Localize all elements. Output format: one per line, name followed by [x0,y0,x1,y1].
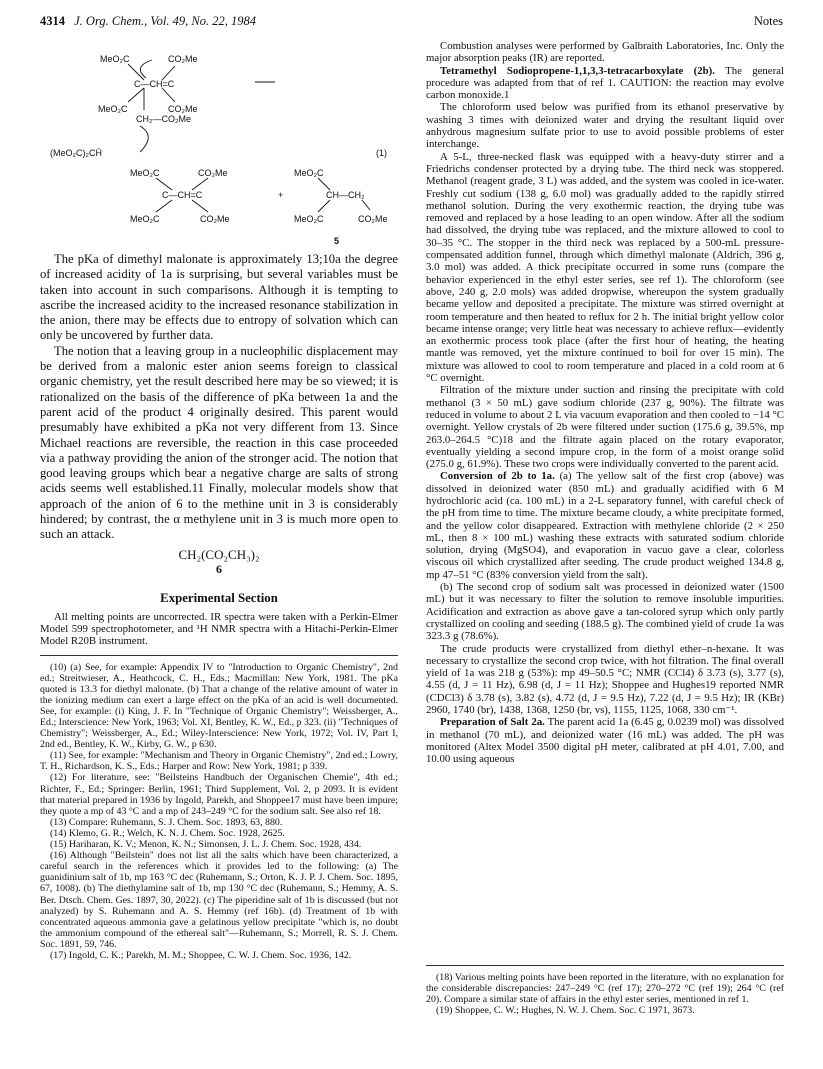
footnote: (18) Various melting points have been reported in the literature, with no explanation for the considerable discrepancies: 247–249 °C (ref 17); 270–272 °C (ref 19); 264 °C (ref 20). Compare a similar state of affairs in the ethyl ester series, mentioned in ref 1. [426,972,784,1006]
footnote: (16) Although "Beilstein" does not list all the salts which have been characterized, a careful search in the references which it provides led to the following: (a) The guanidinium salt of 1b, mp 163 °C dec (Ruhemann, S.; Orton, K. J. P. J. Chem. Soc. 1895, 67, 1008). (b) The diethylamine salt of 1b, mp 130 °C dec (Ruhemann, S.; Hemmy, A. S. Ber. Dtsch. Chem. Ges. 1897, 30, 2022). (c) The piperidine salt of 1b is discussed (but not analyzed) by S. Ruhemann and A. S. Hemmy (ref 16b). (d) Treatment of 1b with concentrated aqueous ammonia gave a gelatinous yellow precipitate "which is, no doubt the ammonium compound of the ethereal salt"—Ruhemann, S.; Morrell, R. S. J. Chem. Soc. 1891, 59, 746. [40,850,398,950]
product1-lower-left: MeO₂C [130,214,160,224]
subsection-heading: Preparation of Salt 2a. [440,716,545,729]
section-heading: Experimental Section [160,590,278,605]
subsection-heading: Tetramethyl Sodiopropene-1,1,3,3-tetracarboxylate (2b). [440,64,715,77]
reaction-scheme [50,40,398,248]
equation-number: (1) [376,148,387,158]
subsection-salt-2a [426,716,784,765]
footnotes-right [426,958,784,1016]
journal-citation: J. Org. Chem., Vol. 49, No. 22, 1984 [74,14,256,28]
scheme-top-left: MeO₂C [100,54,130,64]
product2-lower-left: MeO₂C [294,214,324,224]
footnote: (13) Compare: Ruhemann, S. J. Chem. Soc. 1893, 63, 880. [50,816,283,828]
product1-center: C—CH=C [162,190,203,200]
product2-upper-left: MeO₂C [294,168,324,178]
scheme-drawing [50,40,390,248]
product1-lower-right: CO₂Me [200,214,230,224]
footnotes-left [40,662,398,962]
footnote: (15) Hariharan, K. V.; Menon, K. N.; Simonsen, J. L. J. Chem. Soc. 1928, 434. [50,839,362,851]
footnote-divider [426,965,784,966]
scheme-mid-left: MeO₂C [98,104,128,114]
subsection-conversion [426,470,784,581]
page-header [40,14,783,32]
subsection-2b [426,65,784,102]
product1-upper-right: CO₂Me [198,168,228,178]
section-name: Notes [753,14,783,28]
scheme-malonate-anion: (MeO₂C)₂CH̄ [50,148,102,158]
left-column [40,40,398,961]
scheme-top-right: CO₂Me [168,54,198,64]
body-paragraph: The crude products were crystallized from diethyl ether–n-hexane. It was necessary to crystallize the second crop twice, with hot filtration. The final overall yield of 1a was 218 g (53%): mp 49–50.5 °C; NMR (CCl4) δ 3.73 (s), 3.77 (s), 4.55 (d, J = 11 Hz), 6.98 (d, J = 11 Hz); Shoppee and Hughes19 reported NMR (CDCl3) δ 3.78 (s), 3.82 (s), 4.72 (d, J = 9.5 Hz), 7.22 (d, J = 9.5 Hz); IR (KBr) 2960, 1740 (br), 1438, 1368, 1250 (br, vs), 1155, 1125, 1068, 330 cm⁻¹. [426,642,784,717]
formula-6 [40,547,398,577]
body-paragraph: A 5-L, three-necked flask was equipped with a heavy-duty stirrer and a Friedrichs condenser protected by a drying tube. The third neck was stoppered. Methanol (reagent grade, 3 L) was added, and the system was cooled in ice-water. Freshly cut sodium (138 g, 6.0 mol) was gradually added to the rapidly stirred methanol solution. During the very exothermic reaction, the drying tube was removed and replaced by a hose leading to an open window. After all the sodium had dissolved, the drying tube was replaced, and the mixture allowed to cool to 30–35 °C. The stopper in the third neck was replaced by a 500-mL pressure-compensated addition funnel, through which dimethyl malonate (Aldrich, 396 g, 3.0 mol) was added. A thick precipitate occurred in some runs (compare the behavior experienced in the ethyl ester series, see ref 1). The chloroform (see above, 240 g, 2.0 mols) was added dropwise, whereupon the system gradually became yellow and deposited a precipitate. The mixture was stirred overnight at room temperature and then heated to reflux for 2 h. The initial bright yellow color became intense orange; very little heat was necessary to achieve reflux—evidently an exothermic process took place (after the first hour of heating, the heating mantle was removed, yet the mixture continued to boil for over 15 min). The mixture was allowed to cool to room temperature and placed in a cold room at 6 °C overnight. [426,150,784,385]
subsection-text: The parent acid 1a (6.45 g, 0.0239 mol) was dissolved in methanol (70 mL), and deionized water (16 mL) was added. The pH was monitored (Altex Model 3500 digital pH meter, calibrated at pH 4.01, 7.00, and 10.00 using aqueous [426,716,784,766]
footnote: (19) Shoppee, C. W.; Hughes, N. W. J. Chem. Soc. C 1971, 3673. [436,1005,695,1017]
product2-center: CH—CH₂ [326,190,365,200]
subsection-text: (a) The yellow salt of the first crop (above) was dissolved in deionized water (850 mL) and gradually acidified with 6 M hydrochloric acid (ca. 100 mL) in a 2-L separatory funnel, with careful check of the pH from time to time. The mixture became cloudy, a white precipitate formed, and the yellow color disappeared. Extraction with methylene chloride (2 × 250 mL, then 8 × 100 mL) washing these extracts with saturated sodium chloride solution, drying (MgSO4), and evaporation in vacuo gave a clear, colorless viscous oil which crystallized after seeding. The crude product weighed 134.8 g, mp 47–51 °C (83% conversion yield from the salt). [426,470,784,581]
footnote: (14) Klemo, G. R.; Welch, K. N. J. Chem. Soc. 1928, 2625. [50,827,285,839]
scheme-lower-chain: CH₂—CO₂Me [136,114,191,124]
footnote: (10) (a) See, for example: Appendix IV to "Introduction to Organic Chemistry", 2nd ed.; Streitwieser, A., Heathcock, C. H., Eds.; Macmillan: New York, 1981. The pKa quoted is 13.3 for diethyl malonate. (b) That a change of the relative amount of water in the ionizing medium can exert a large effect on the pKa of an acid is well documented. See, for example: (i) King, J. F. In "Technique of Organic Chemistry"; Weissberger, A., Ed.; Interscience: New York, 1963; Vol. XI, Bentley, K. W., Ed., p 323. (ii) "Techniques of Chemistry"; Weissberger, A., Ed.; Wiley-Interscience: New York, 1972; Vol. IV, Part I, 2nd ed., Bentley, K. W., Kirby, G. W., p 630. [40,661,398,751]
body-paragraph: The chloroform used below was purified from its ethanol preservative by washing 3 times with deionized water and drying the resultant liquid over anhydrous magnesium sulfate prior to use to avoid possible problems of ester interchange. [426,101,784,151]
body-paragraph: The notion that a leaving group in a nucleophilic displacement may be derived from a malonic ester anion seems foreign to classical organic chemistry, yet the result described here may be so viewed; it is rationalized on the basis of the difference of pKa between 1a and the parent acid of the product 4 originally desired. This parent would presumably have exhibited a pKa not very different from 13. Since Michael reactions are reversible, the reaction in this case proceeded via a pathway providing the anion of the stronger acid. The notion that good leaving groups which bear a negative charge are salts of strong acids seems well established.11 Finally, molecular models show that approach of the anion of 6 to the methine unit in 3 is considerably hindered; by contrast, the α methylene unit in 3 is much more open to such an attack. [40,343,398,542]
running-head-left [40,14,256,29]
body-paragraph: Combustion analyses were performed by Galbraith Laboratories, Inc. Only the major absorption peaks (IR) are reported. [426,40,784,65]
formula-number: 6 [216,561,222,576]
right-column [426,40,784,766]
scheme-plus: + [278,190,284,200]
product1-upper-left: MeO₂C [130,168,160,178]
footnote-divider [40,655,398,656]
product2-lower-right: CO₂Me [358,214,388,224]
footnote: (17) Ingold, C. K.; Parekh, M. M.; Shoppee, C. W. J. Chem. Soc. 1936, 142. [50,949,352,961]
body-paragraph: All melting points are uncorrected. IR spectra were taken with a Perkin-Elmer Model 599 spectrophotometer, and ¹H NMR spectra with a Hitachi-Perkin-Elmer Model R20B instrument. [40,610,398,648]
compound-label-5: 5 [334,236,340,246]
footnote: (11) See, for example: "Mechanism and Theory in Organic Chemistry", 2nd ed.; Lowry, T. H., Richardson, K. S., Eds.; Harper and Row: New York, 1981; p 339. [40,750,398,773]
subsection-text: The general procedure was adapted from that of ref 1. CAUTION: the reaction may evolve carbon monoxide.1 [426,64,784,102]
scheme-mid-right: CO₂Me [168,104,198,114]
body-paragraph: The pKa of dimethyl malonate is approximately 13;10a the degree of increased acidity of 1a is surprising, but several variables must be taken into account in such comparisons. Although it is tempting to ascribe the increased acidity to the increased resonance stabilization in the anion, there may be effects due to entropy of solvation which can only be uncovered by further data. [40,252,398,343]
formula-text: CH₂(CO₂CH₃)₂ [178,546,260,562]
footnote: (12) For literature, see: "Beilsteins Handbuch der Organischen Chemie", 4th ed.; Richter, F., Ed.; Springer: Berlin, 1961; Third Supplement, Vol. 2, p 2093. It is evident that material prepared in 1936 by Ingold, Parekh, and Shoppee17 must have been impure; they quote a mp of 43 °C and a mp of 243–249 °C for the sodium salt. See also ref 18. [40,772,398,817]
subsection-heading: Conversion of 2b to 1a. [440,470,555,483]
body-paragraph: (b) The second crop of sodium salt was processed in deionized water (1500 mL) but it was necessary to filter the solution to remove insoluble impurities. Acidification and extraction as above gave a tan-colored syrup which only partly crystallized on cooling and seeding (188.5 g). The combined yield of crude 1a was 323.3 g (78.6%). [426,581,784,643]
body-paragraph: Filtration of the mixture under suction and rinsing the precipitate with cold methanol (3 × 50 mL) gave sodium chloride (237 g, 90%). The filtrate was reduced in volume to about 2 L via vacuum evaporation and then cooled to −14 °C overnight. Yellow crystals of 2b were filtered under suction (175.6 g, 39.5%, mp 263.0–264.5 °C)18 and the filtrate again placed on the rotary evaporator, eventually yielding a second impure crop, in the form of a moist orange solid (275.0 g, 61.9%). These two crops were individually converted to the parent acid. [426,384,784,471]
page-number: 4314 [40,14,65,28]
scheme-center-chain: C—CH=C [134,79,175,89]
